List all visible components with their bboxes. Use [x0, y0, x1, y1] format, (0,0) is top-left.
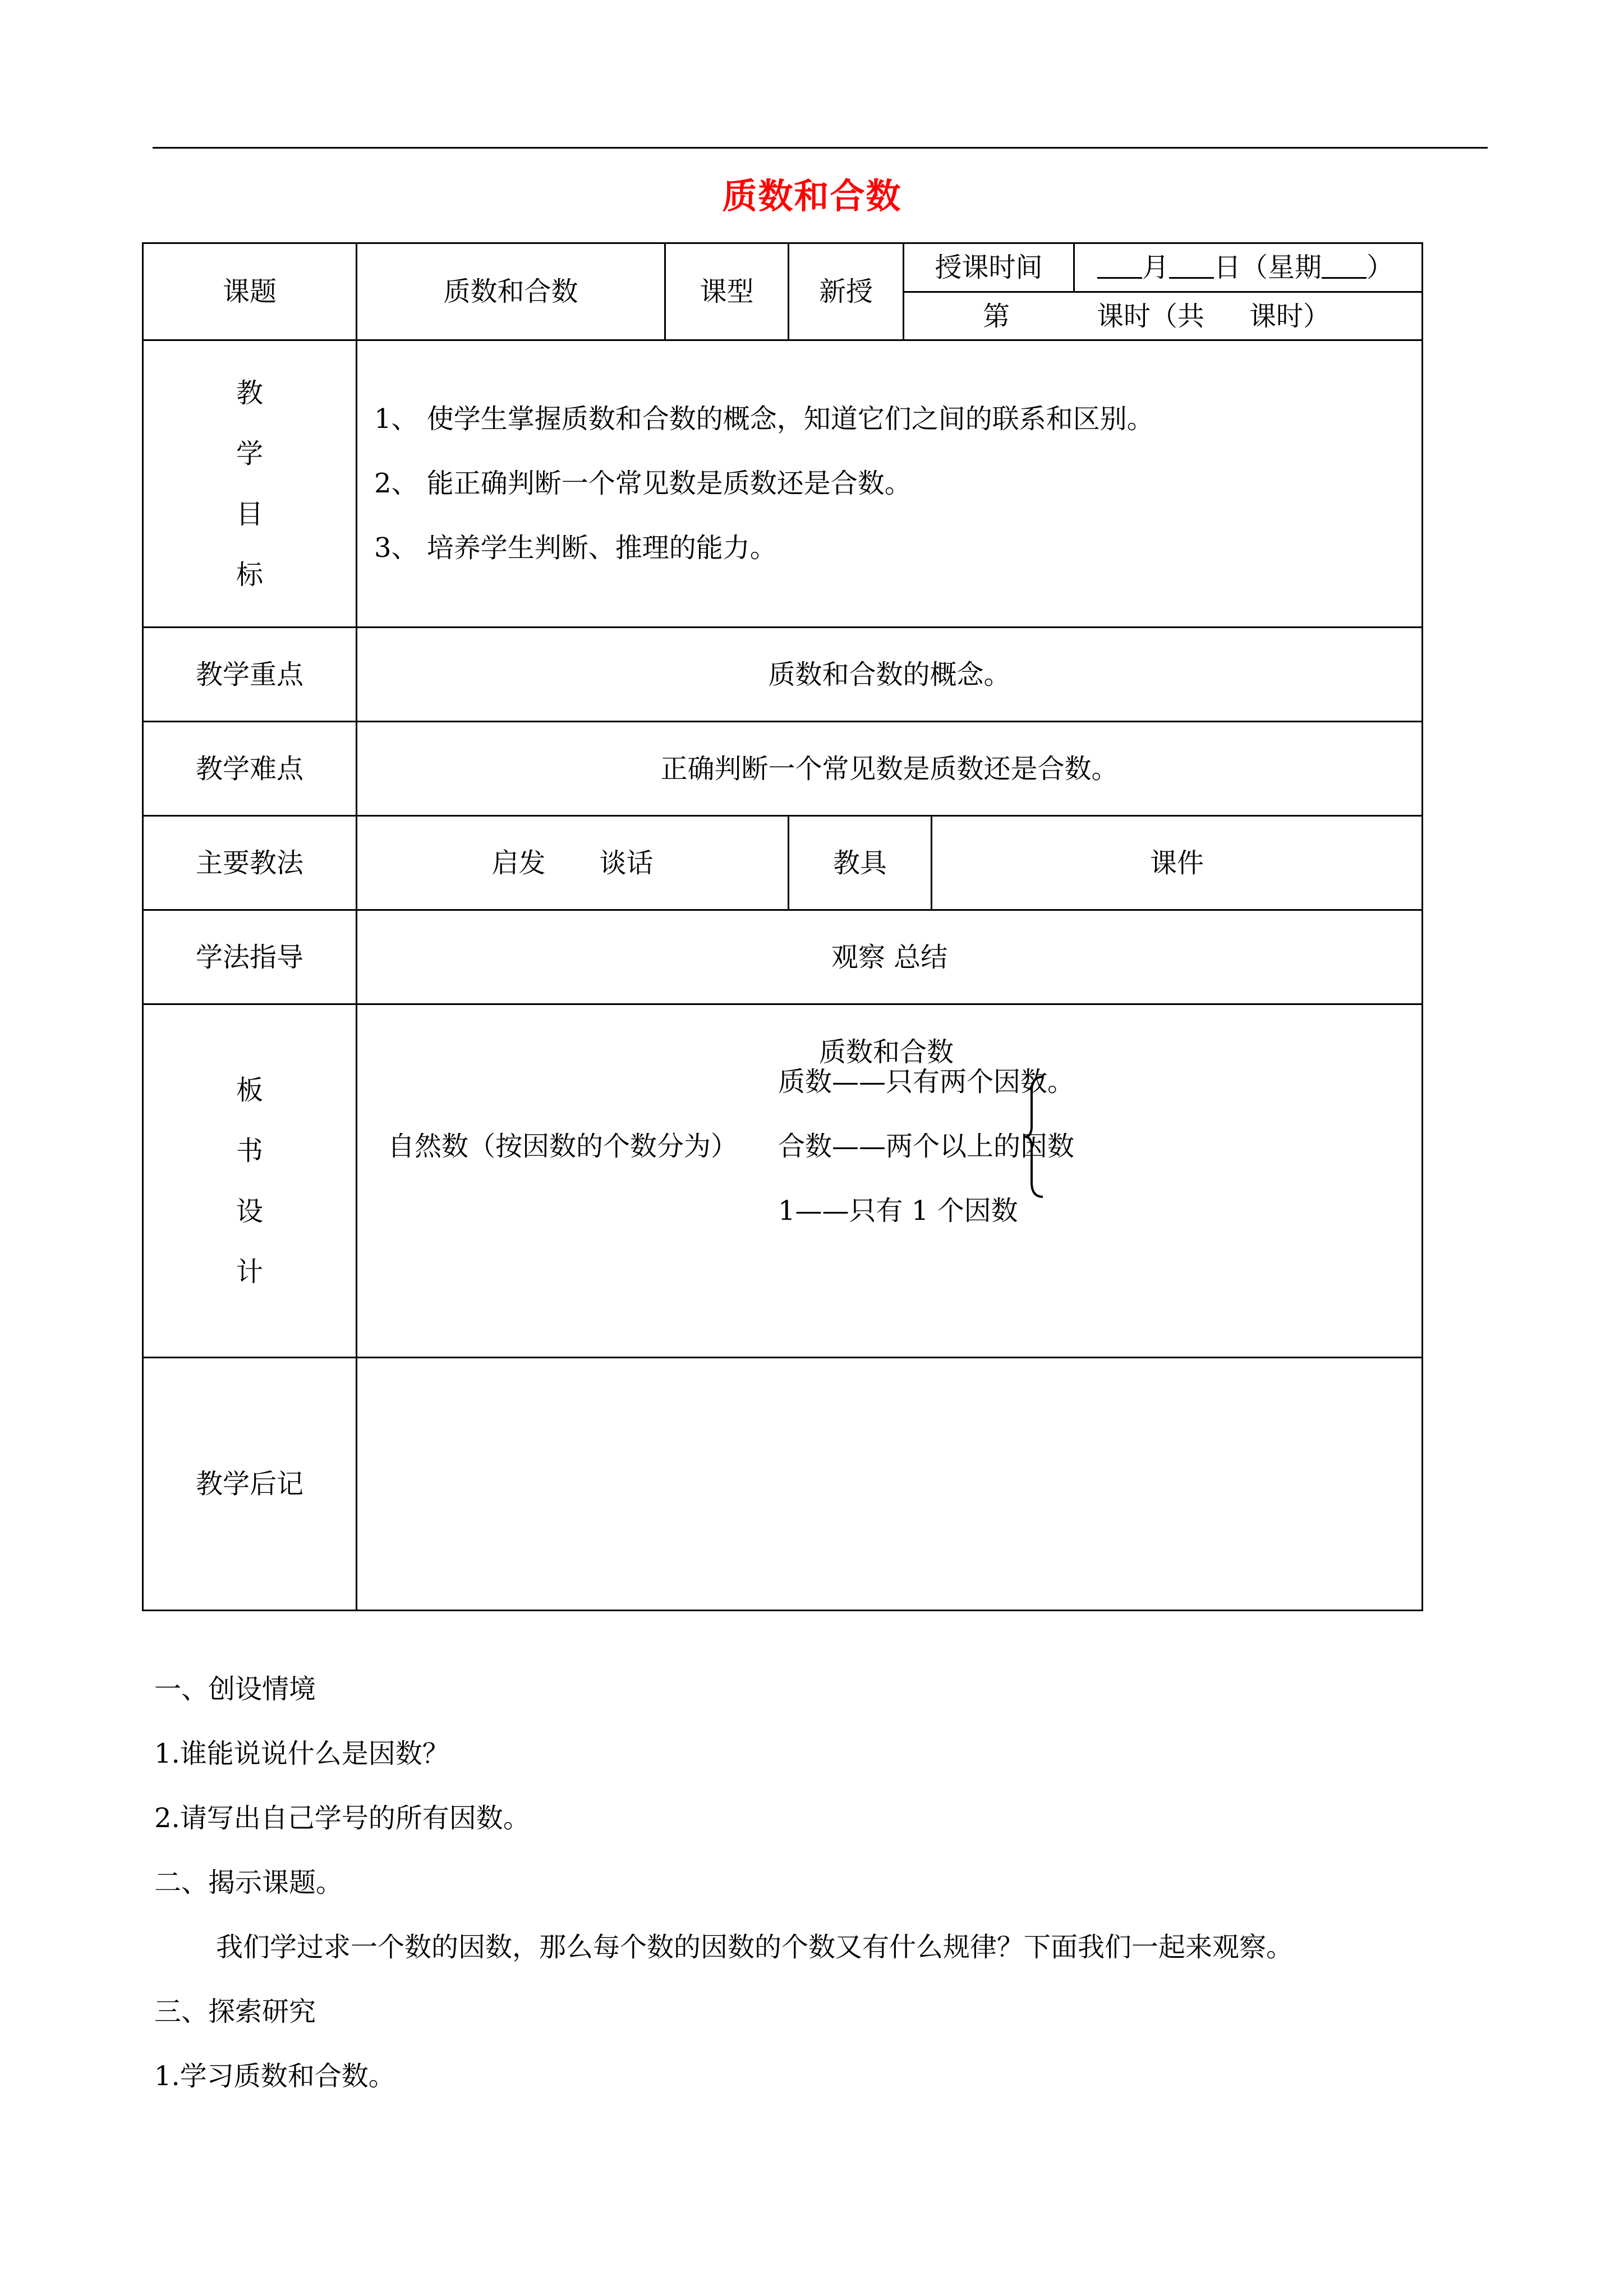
tools-value: 课件 — [932, 816, 1423, 910]
board-design-content — [357, 1004, 1423, 1358]
section-heading: 三、探索研究 — [154, 1996, 316, 2027]
body-line: 1.学习质数和合数。 — [154, 2060, 395, 2092]
section-heading: 一、创设情境 — [154, 1673, 316, 1705]
period-field[interactable]: 第 课时（共 课时） — [904, 292, 1423, 340]
teaching-time-label: 授课时间 — [904, 243, 1074, 292]
section-heading: 二、揭示课题。 — [154, 1867, 343, 1898]
board-design-label: 板 书 设 计 — [143, 1004, 357, 1358]
objective-item: 1、 使学生掌握质数和合数的概念，知道它们之间的联系和区别。 — [374, 403, 1154, 435]
key-point-value: 质数和合数的概念。 — [357, 628, 1423, 722]
board-heading: 质数和合数 — [819, 1036, 954, 1068]
topic-label: 课题 — [143, 243, 357, 340]
lesson-plan-table — [142, 242, 1423, 1611]
postscript-label: 教学后记 — [143, 1358, 357, 1611]
document-title: 质数和合数 — [722, 176, 902, 216]
board-branch-prime: 质数——只有两个因数。 — [778, 1066, 1075, 1098]
objective-item: 3、 培养学生判断、推理的能力。 — [374, 532, 777, 564]
method-label: 主要教法 — [143, 816, 357, 910]
postscript-value — [357, 1358, 1423, 1611]
teaching-date-field[interactable]: 月 日（星期 ） — [1074, 243, 1423, 292]
body-line: 2.请写出自己学号的所有因数。 — [154, 1802, 530, 1834]
method-value: 启发 谈话 — [357, 816, 789, 910]
body-line: 1.谁能说说什么是因数？ — [154, 1738, 449, 1769]
body-paragraph: 我们学过求一个数的因数，那么每个数的因数的个数又有什么规律？下面我们一起来观察。 — [216, 1931, 1294, 1963]
tools-label: 教具 — [789, 816, 932, 910]
objectives-list — [357, 340, 1423, 628]
objectives-label: 教 学 目 标 — [143, 340, 357, 628]
study-guide-value: 观察 总结 — [357, 910, 1423, 1004]
lesson-type-label: 课型 — [665, 243, 789, 340]
objective-item: 2、 能正确判断一个常见数是质数还是合数。 — [374, 468, 912, 499]
lesson-type-value: 新授 — [789, 243, 904, 340]
study-guide-label: 学法指导 — [143, 910, 357, 1004]
key-point-label: 教学重点 — [143, 628, 357, 722]
board-root: 自然数（按因数的个数分为） — [388, 1130, 738, 1162]
difficulty-value: 正确判断一个常见数是质数还是合数。 — [357, 722, 1423, 816]
difficulty-label: 教学难点 — [143, 722, 357, 816]
board-branch-composite: 合数——两个以上的因数 — [778, 1130, 1075, 1162]
board-branch-one: 1——只有 1 个因数 — [778, 1195, 1018, 1227]
topic-value: 质数和合数 — [357, 243, 665, 340]
header-rule — [153, 147, 1488, 149]
